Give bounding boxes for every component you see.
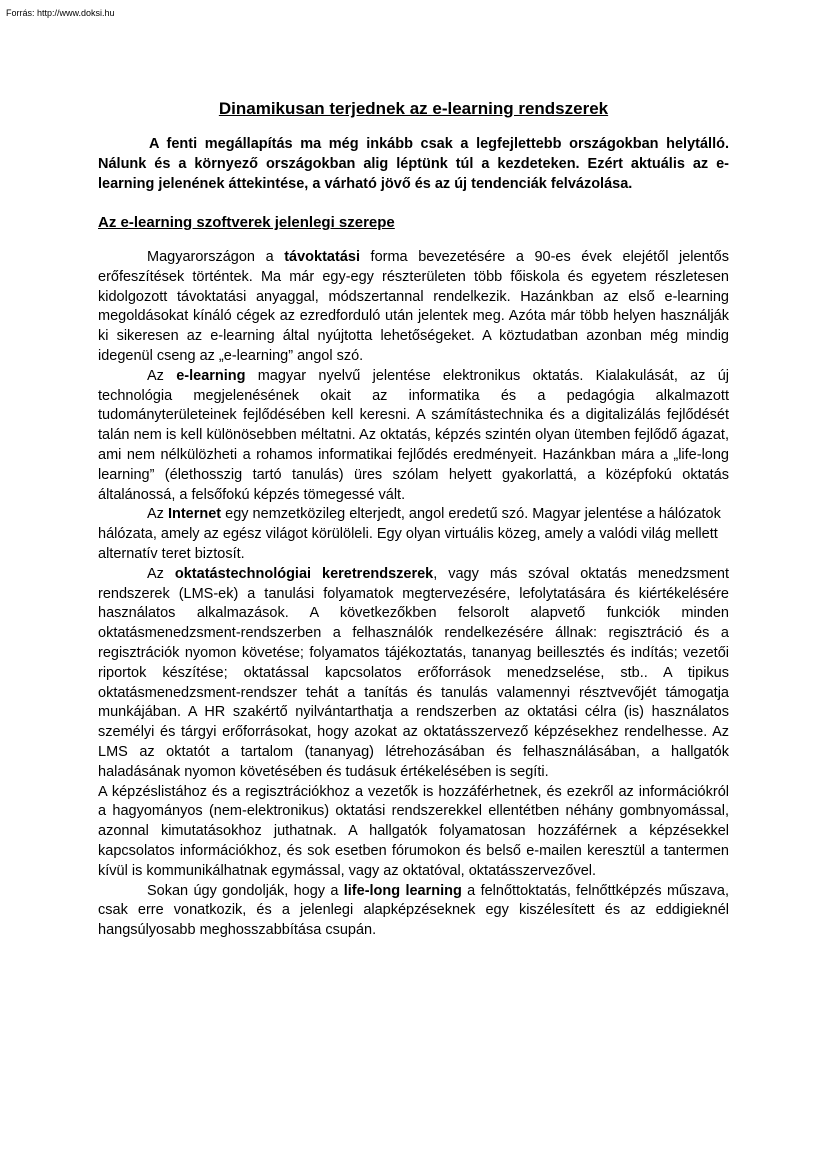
paragraph-lms: Az oktatástechnológiai keretrendszerek, vagy más szóval oktatás menedzsment rendszerek (LMS-ek) a tanulási folyamatok megtervezésére, lefolytatására és kiértékelésére használatos alkalmazások. A következőkben felsorolt alapvető funkciók minden oktatásmenedzsment-rendszerben a felhasználók rendelkezésére állnak: regisztráció és a regisztrációk nyomon követése; folyamatos tájékoztatás, tananyag beillesztés és indítás; vezetői riportok készítése; oktatással kapcsolatos erőforrások menedzselése, stb.. A tipikus oktatásmenedzsment-rendszer tehát a tanítás és tanulás valamennyi résztvevőjét támogatja munkájában. A HR szakértő nyilvántarthatja a rendszerben az oktatási célra (is) használatos személyi és tárgyi erőforrásokat, hogy azokat az oktatásszervező képzésekhez rendelhesse. Az LMS az oktatót a tartalom (tananyag) létrehozásában és felhasználásában, a hallgatók haladásának nyomon követésében és tudásuk értékelésében is segíti. (98, 565, 729, 780)
document-title: Dinamikusan terjednek az e-learning rendszerek (218, 99, 609, 118)
paragraph-internet: Az Internet egy nemzetközileg elterjedt, angol eredetű szó. Magyar jelentése a hálózatok hálózata, amely az egész világot körülöleli. Egy olyan virtuális közeg, amely a valódi világ mellett alternatív teret biztosít. (98, 506, 721, 562)
term-tavoktatasi: távoktatási (284, 249, 360, 265)
term-life-long-learning: life-long learning (343, 882, 462, 899)
document-page (98, 97, 729, 941)
paragraph-life-long-learning: Sokan úgy gondolják, hogy a life-long learning a felnőttoktatás, felnőttképzés műszava, csak erre vonatkozik, és a jelenlegi alapképzéseknek egy kiszélesített és az eddigieknél hangsúlyosabb meghosszabbítása csupán. (98, 882, 730, 939)
paragraph-e-learning: Az e-learning magyar nyelvű jelentése elektronikus oktatás. Kialakulását, az új technológia megjelenésének okait az informatika és a pedagógia alkalmazott tudományterületeinek fejlődésében kell keresni. A számítástechnika és a digitalizálás fejlődését talán nem is kell különösebben méltatni. Az oktatás, képzés szintén olyan ütemben fejlődő ágazat, ami nem nélkülözheti a rohamos informatikai fejlődés eredményeit. Hazánkban mára a „life-long learning” (élethosszig tartó tanulás) üres szólam helyett gyakorlattá, a középfokú oktatás általánossá, a felsőfokú képzés tömegessé vált. (98, 367, 729, 503)
term-internet: Internet (167, 506, 222, 523)
body-text (98, 248, 729, 941)
lead-paragraph: A fenti megállapítás ma még inkább csak a legfejlettebb országokban helytálló. Nálunk és a környező országokban alig léptünk túl a kezdeteken. Ezért aktuális az e-learning jelenének áttekintése, a várható jövő és az új tendenciák felvázolása. (98, 136, 729, 192)
paragraph-registration: A képzéslistához és a regisztrációkhoz a vezetők is hozzáférhetnek, és ezekről az információkról a hagyományos (nem-elektronikus) oktatási rendszerekkel ellentétben néhány gombnyomással, azonnal kimutatásokhoz juthatnak. A hallgatók folyamatosan hozzáférnek a képzésekkel kapcsolatos információkhoz, és sok esetben fórumokon és belső e-mailen keresztül a tantermen kívül is kommunikálhatnak egymással, vagy az oktatóval, oktatásszervezővel. (98, 783, 729, 879)
term-e-learning: e-learning (176, 367, 246, 384)
source-note: Forrás: http://www.doksi.hu (6, 8, 115, 18)
term-lms: oktatástechnológiai keretrendszerek (174, 565, 434, 582)
paragraph-distance-learning: Magyarországon a távoktatási forma bevezetésére a 90-es évek elejétől jelentős erőfeszítések történtek. Ma már egy-egy részterületen több főiskola és egyetem részletesen kidolgozott távoktatási anyaggal, módszertannal rendelkezik. Hazánkban az első e-learning megoldásokat kínáló cégek az ezredforduló után jelentek meg. Azóta már több helyen használják ki sikeresen az e-learning által nyújtotta lehetőségeket. A köztudatban azonban még mindig idegenül cseng az „e-learning” angol szó. (98, 249, 730, 364)
section-heading: Az e-learning szoftverek jelenlegi szerepe (98, 214, 395, 231)
